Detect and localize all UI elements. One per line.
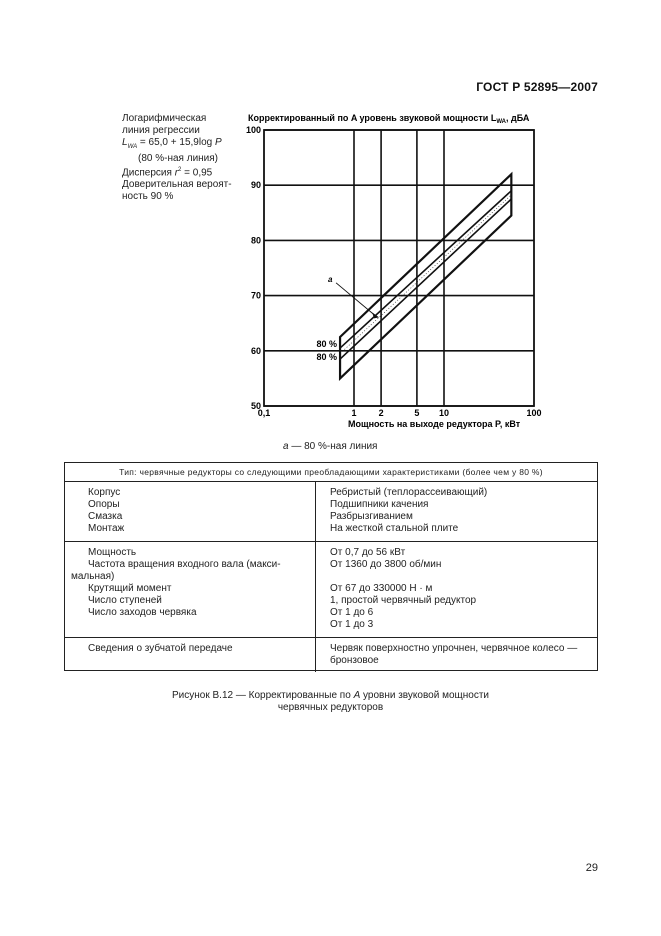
document-code: ГОСТ Р 52895—2007 xyxy=(476,80,598,94)
chart-title: Корректированный по A уровень звуковой мощности $L_{WA}$, дБА xyxy=(248,113,530,125)
page-number: 29 xyxy=(585,862,598,874)
table-cell-left xyxy=(65,542,316,637)
y-tick-label: 100 xyxy=(245,125,261,135)
regression-line-1: Логарифмическая xyxy=(122,113,207,124)
cell-line: Частота вращения входного вала (макси- xyxy=(88,559,281,571)
cell-line: Разбрызгиванием xyxy=(330,511,413,523)
cell-line: Мощность xyxy=(88,547,137,558)
marker-arrow-line xyxy=(336,283,376,317)
table-row xyxy=(65,638,597,672)
confidence-line-2: ность 90 % xyxy=(122,191,174,203)
band-lower-label: 80 % xyxy=(316,352,338,363)
cell-line: От 1 до 3 xyxy=(330,619,374,631)
regression-line-2: линия регрессии xyxy=(122,124,200,136)
y-tick-label: 50 xyxy=(250,401,261,411)
y-tick-label: 80 xyxy=(250,235,261,246)
dispersion-sup: 2 xyxy=(178,167,182,174)
cell-line: бронзовое xyxy=(330,655,379,667)
caption-suffix: уровни звуковой мощности xyxy=(360,690,489,701)
confidence-line-1: Доверительная вероят- xyxy=(122,179,232,191)
cell-line: От 1360 до 3800 об/мин xyxy=(330,559,442,571)
x-axis-label: Мощность на выходе редуктора P, кВт xyxy=(348,419,521,429)
caption-line-1 xyxy=(0,690,661,702)
cell-line: Червяк поверхностно упрочнен, червячное колесо — xyxy=(330,643,578,654)
cell-line: Ребристый (теплорассеивающий) xyxy=(330,487,488,498)
caption-italic: А xyxy=(353,690,361,701)
table-row xyxy=(65,482,597,542)
cell-line xyxy=(330,571,591,583)
cell-line: Число ступеней xyxy=(88,595,162,607)
chart-svg xyxy=(232,108,562,438)
caption-prefix: Рисунок В.12 — Корректированные по xyxy=(172,690,354,701)
regression-line-80 xyxy=(340,195,511,354)
regression-line-4: (80 %-ная линия) xyxy=(138,153,219,165)
legend-text: — 80 %-ная линия xyxy=(288,441,378,452)
table-cell-right xyxy=(316,482,597,541)
cell-line: Число заходов червяка xyxy=(88,607,197,619)
band-lower-inner-line xyxy=(340,199,511,359)
table-cell-left xyxy=(65,482,316,541)
cell-line: Корпус xyxy=(88,487,121,498)
x-tick-label: 5 xyxy=(414,408,420,418)
dispersion-prefix: Дисперсия xyxy=(122,167,175,179)
confidence-band-outer xyxy=(340,174,511,378)
x-tick-label: 2 xyxy=(378,408,384,418)
figure-caption xyxy=(0,690,661,714)
caption-line-2: червячных редукторов xyxy=(277,702,384,713)
plot-frame xyxy=(264,130,534,406)
band-upper-inner-line xyxy=(340,191,511,348)
cell-line: мальная) xyxy=(71,571,115,583)
cell-line: От 67 до 330000 Н · м xyxy=(330,583,433,595)
cell-line: Сведения о зубчатой передаче xyxy=(88,643,233,654)
y-tick-label: 70 xyxy=(250,290,261,301)
sound-power-chart xyxy=(232,108,562,438)
cell-line: От 1 до 6 xyxy=(330,607,374,619)
x-tick-label: 0,1 xyxy=(257,408,271,418)
cell-line: На жесткой стальной плите xyxy=(330,523,459,535)
dispersion-var: r xyxy=(174,167,179,179)
table-cell-right xyxy=(316,638,597,672)
y-tick-label: 90 xyxy=(250,180,261,191)
dispersion-value: = 0,95 xyxy=(181,167,213,179)
formula-body: = 65,0 + 15,9log xyxy=(137,136,215,148)
formula-subscript: WA xyxy=(127,143,138,150)
cell-line: От 0,7 до 56 кВт xyxy=(330,547,406,558)
cell-line: Монтаж xyxy=(88,523,125,535)
formula-symbol: L xyxy=(122,136,128,148)
line-marker-a: a xyxy=(328,274,333,284)
table-cell-right xyxy=(316,542,597,637)
chart-legend xyxy=(283,441,377,452)
table-header: Тип: червячные редукторы со следующими преобладающими характеристиками (более чем у 80 %) xyxy=(65,463,597,482)
x-tick-label: 10 xyxy=(438,408,450,418)
band-upper-label: 80 % xyxy=(316,339,338,350)
x-tick-label: 1 xyxy=(351,408,357,418)
x-tick-label: 100 xyxy=(526,408,542,418)
specification-table xyxy=(64,462,598,671)
cell-line: Подшипники качения xyxy=(330,499,429,511)
cell-line: Смазка xyxy=(88,511,123,523)
formula-variable: P xyxy=(214,136,222,148)
cell-line: Опоры xyxy=(88,499,120,511)
cell-line: 1, простой червячный редуктор xyxy=(330,595,477,607)
table-row xyxy=(65,542,597,638)
legend-marker: a xyxy=(283,441,289,452)
y-tick-label: 60 xyxy=(250,345,261,356)
table-cell-left xyxy=(65,638,316,672)
cell-line: Крутящий момент xyxy=(88,583,172,595)
